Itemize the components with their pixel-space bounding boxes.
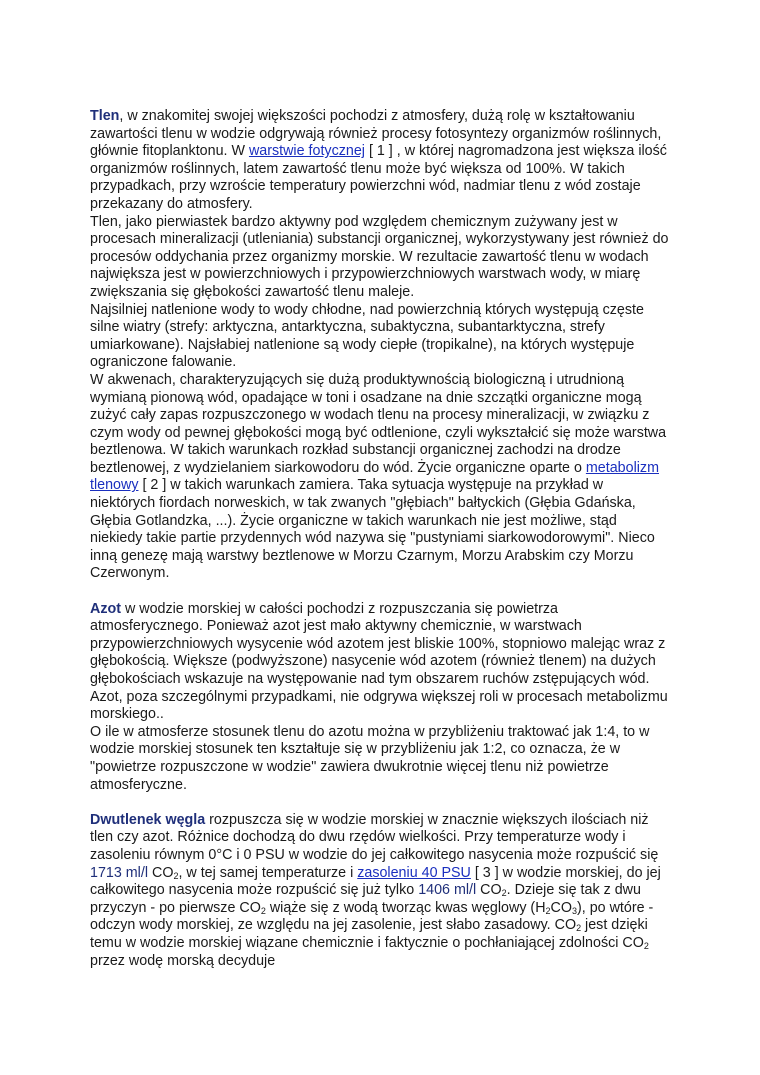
azot-paragraph-2: O ile w atmosferze stosunek tlenu do azotu można w przybliżeniu traktować jak 1:4, to w wodzie morskiej stosunek ten kształtuje się w przybliżeniu jak 1:2, co oznacza, że w "powietrze rozpuszczone w wodzie" zawiera dwukrotnie więcej tlenu niż powietrze atmosferyczne. xyxy=(90,723,650,793)
term-dwutlenek-wegla: Dwutlenek węgla xyxy=(90,811,206,828)
tlen-paragraph-1: Tlen, w znakomitej swojej większości pochodzi z atmosfery, dużą rolę w kształtowaniu zawartości tlenu w wodzie odgrywają również procesy fotosyntezy organizmów roślinnych, głównie fitoplanktonu. W warstwie fotycznej [ 1 ] , w której nagromadzona jest większa ilość organizmów roślinnych, latem zawartość tlenu może być większa od 100%. W takich przypadkach, przy wzroście temperatury powierzchni wód, nadmiar tlenu z wód zostaje przekazany do atmosfery. xyxy=(90,108,667,212)
section-gap xyxy=(90,794,670,812)
term-tlen: Tlen xyxy=(90,108,120,124)
tlen-paragraph-4: W akwenach, charakteryzujących się dużą produktywnością biologiczną i utrudnioną wymianą pionową wód, opadające w toni i osadzane na dnie szczątki organiczne mogą zużyć cały zapas rozpuszczonego w wodach tlenu na procesy mineralizacji, w związku z czym wody od pewnej głębokości mogą być odtlenione, czyli wykształcić się może warstwa beztlenowa. W takich warunkach rozkład substancji organicznej zachodzi na drodze beztlenowej, z wydzielaniem siarkowodoru do wód. Życie organiczne oparte o metabolizm tlenowy [ 2 ] w takich warunkach zamiera. Taka sytuacja występuje na przykład w niektórych fiordach norweskich, w tak zwanych "głębiach" bałtyckich (Głębia Gdańska, Głębia Gotlandzka, ...). Życie organiczne w takich warunkach nie jest możliwe, stąd niekiedy takie partie przydennych wód nazywa się "pustyniami siarkowodorowymi". Nieco inną genezę mają warstwy beztlenowe w Morzu Czarnym, Morzu Arabskim czy Morzu Czerwonym. xyxy=(90,371,667,582)
term-azot: Azot xyxy=(90,600,121,617)
link-zasolenie-40-psu[interactable]: zasoleniu 40 PSU xyxy=(357,864,471,881)
link-warstwa-fotyczna[interactable]: warstwie fotycznej xyxy=(248,143,365,160)
value-1406: 1406 ml/l xyxy=(418,882,477,899)
link-metabolizm-tlenowy[interactable]: metabolizm tlenowy xyxy=(90,459,659,494)
value-1713: 1713 ml/l xyxy=(90,864,149,881)
tlen-paragraph-2: Tlen, jako pierwiastek bardzo aktywny pod względem chemicznym zużywany jest w procesach mineralizacji (utleniania) substancji organicznej, wykorzystywany jest również do procesów oddychania przez organizmy morskie. W rezultacie zawartość tlenu w wodach największa jest w powierzchniowych i przypowierzchniowych warstwach wody, w miarę zwiększania się głębokości zawartość tlenu maleje. xyxy=(90,213,669,300)
document-page xyxy=(90,108,670,970)
tlen-paragraph-3: Najsilniej natlenione wody to wody chłodne, nad powierzchnią których występują częste silne wiatry (strefy: arktyczna, antarktyczna, subaktyczna, subantarktyczna, strefy umiarkowane). Najsłabiej natlenione są wody ciepłe (tropikalne), na których występuje ograniczone falowanie. xyxy=(90,301,644,371)
co2-paragraph-1: Dwutlenek węgla rozpuszcza się w wodzie morskiej w znacznie większych ilościach niż tlen czy azot. Różnice dochodzą do dwu rzędów wielkości. Przy temperaturze wody i zasoleniu równym 0°C i 0 PSU w wodzie do jej całkowitego nasycenia może rozpuścić się 1713 ml/l $CO_2$, w tej samej temperaturze i zasoleniu 40 PSU [ 3 ] w wodzie morskiej, do jej całkowitego nasycenia może rozpuścić się już tylko 1406 ml/l $CO_2$. Dzieje się tak z dwu przyczyn - po pierwsze $CO_2$ wiąże się z wodą tworząc kwas węglowy $(H_2CO_3)$, po wtóre - odczyn wody morskiej, ze względu na jej zasolenie, jest słabo zasadowy. $CO_2$ jest dzięki temu w wodzie morskiej wiązane chemicznie i faktycznie o pochłaniającej zdolności $CO_2$ przez wodę morską decyduje xyxy=(90,811,661,969)
section-gap xyxy=(90,583,670,601)
azot-paragraph-1: Azot w wodzie morskiej w całości pochodzi z rozpuszczania się powietrza atmosferycznego. Ponieważ azot jest mało aktywny chemicznie, w warstwach przypowierzchniowych wysycenie wód azotem jest bliskie 100%, stopniowo malejąc wraz z głębokością. Większe (podwyższone) nasycenie wód azotem (również tlenem) na dużych głębokościach wskazuje na występowanie nad tym obszarem ruchów zstępujących wód. Azot, poza szczególnymi przypadkami, nie odgrywa większej roli w procesach metabolizmu morskiego.. xyxy=(90,600,668,723)
